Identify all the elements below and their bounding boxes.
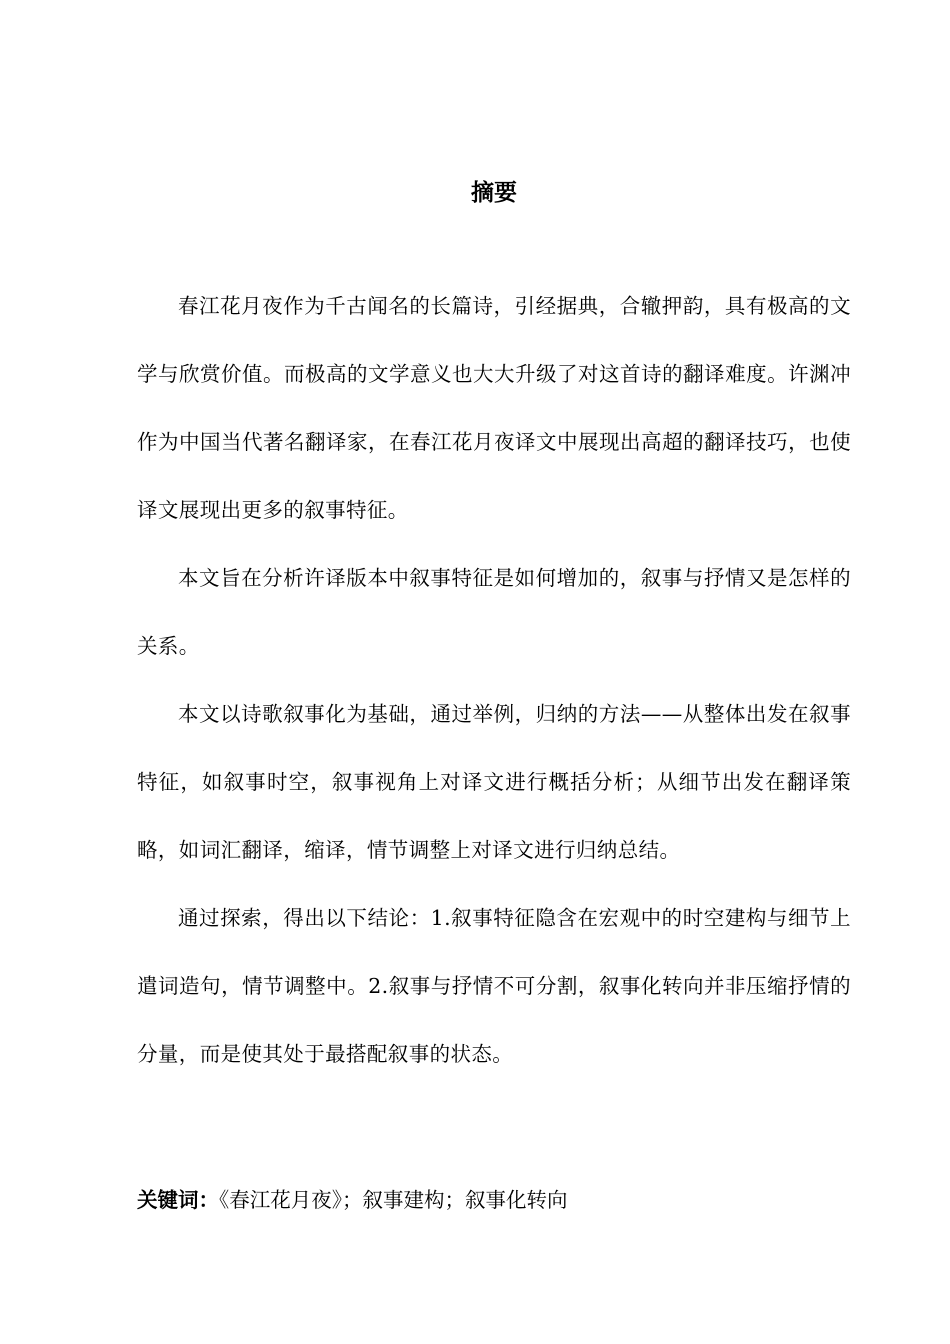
keywords-label: 关键词：: [137, 1188, 219, 1212]
abstract-paragraph-2: 本文旨在分析许译版本中叙事特征是如何增加的，叙事与抒情又是怎样的关系。: [137, 566, 851, 658]
abstract-body: [137, 272, 851, 1088]
abstract-paragraph-3: 本文以诗歌叙事化为基础，通过举例，归纳的方法——从整体出发在叙事特征，如叙事时空，叙事视角上对译文进行概括分析；从细节出发在翻译策略，如词汇翻译，缩译，情节调整上对译文进行归纳总结。: [137, 702, 851, 862]
abstract-paragraph-4: 通过探索，得出以下结论：1.叙事特征隐含在宏观中的时空建构与细节上遣词造句，情节调整中。2.叙事与抒情不可分割，叙事化转向并非压缩抒情的分量，而是使其处于最搭配叙事的状态。: [137, 906, 851, 1066]
keywords-line: [137, 1182, 851, 1218]
abstract-paragraph-1: 春江花月夜作为千古闻名的长篇诗，引经据典，合辙押韵，具有极高的文学与欣赏价值。而极高的文学意义也大大升级了对这首诗的翻译难度。许渊冲作为中国当代著名翻译家，在春江花月夜译文中展现出高超的翻译技巧，也使译文展现出更多的叙事特征。: [137, 294, 851, 522]
abstract-title: 摘要: [471, 180, 517, 206]
keywords-value: 《春江花月夜》；叙事建构；叙事化转向: [219, 1188, 568, 1212]
